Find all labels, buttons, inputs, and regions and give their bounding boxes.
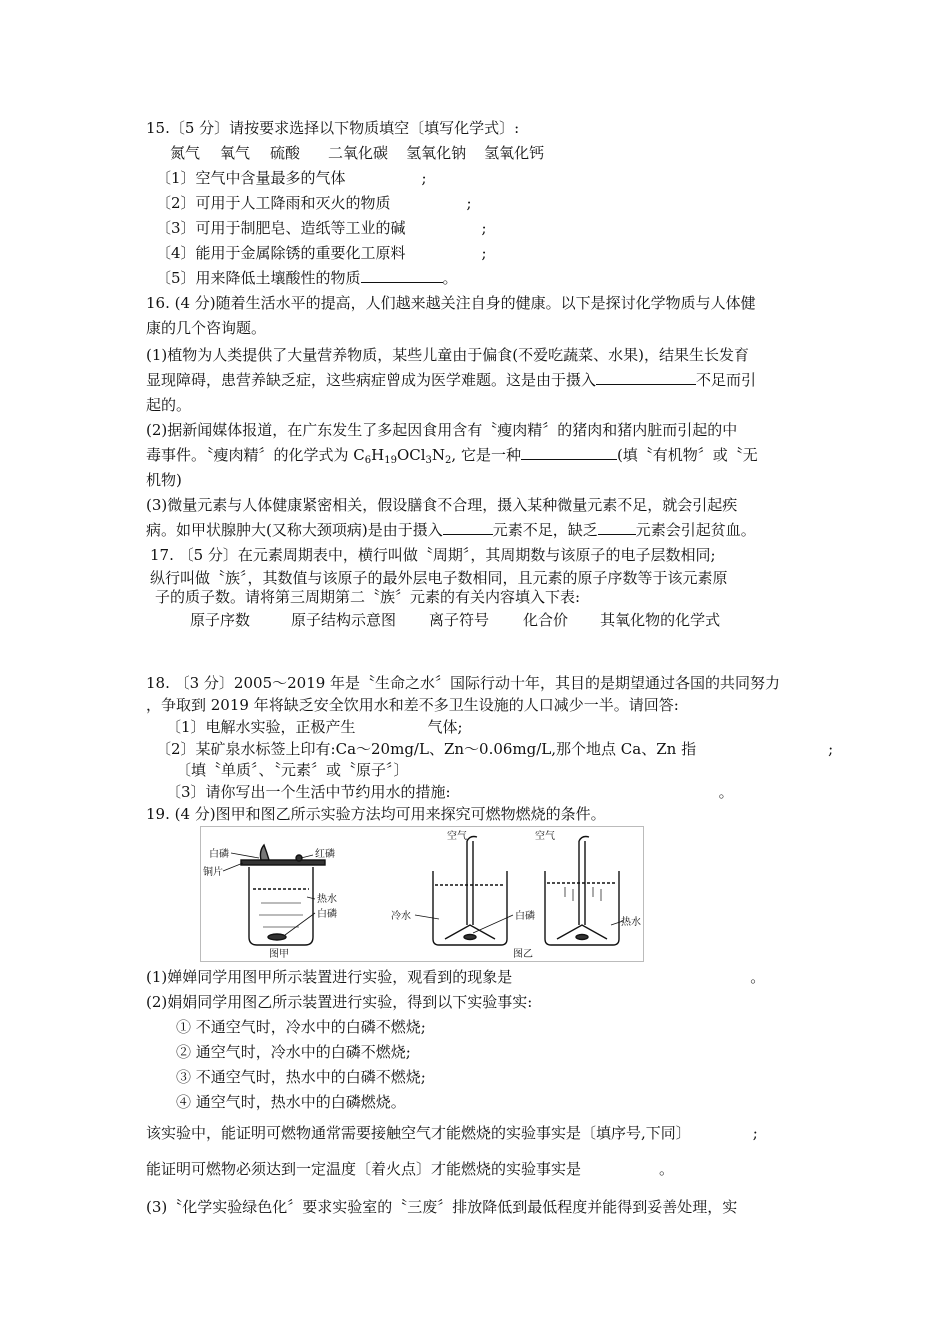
beaker-a xyxy=(249,867,313,945)
q15-item-2: 〔2〕可用于人工降雨和灭火的物质 ; xyxy=(156,194,472,212)
copper-sheet xyxy=(241,860,325,865)
answer-blank[interactable] xyxy=(598,520,636,535)
white-phosphorus-water xyxy=(268,934,286,940)
q15-title: 15.〔5 分〕请按要求选择以下物质填空〔填写化学式〕: xyxy=(146,119,520,137)
q18-sub2-hint: 〔填〝单质〞、〝元素〞或〝原子〞〕 xyxy=(176,761,409,779)
fig-a-label: 白磷 xyxy=(209,849,229,860)
q16-p3-line2: 病。如甲状腺肿大(又称大颈项病)是由于摄入 元素不足，缺乏 元素会引起贫血。 xyxy=(146,521,756,539)
answer-blank[interactable] xyxy=(521,445,617,460)
figure-svg xyxy=(201,827,643,961)
q19-p2: (2)娟娟同学用图乙所示装置进行实验，得到以下实验事实: xyxy=(146,993,533,1011)
q15-option: 氧气 xyxy=(220,144,251,162)
fig-a-label: 热水 xyxy=(317,894,337,905)
fig-a-label: 铜片 xyxy=(203,867,223,878)
q19-line1: 19. (4 分)图甲和图乙所示实验方法均可用来探究可燃物燃烧的条件。 xyxy=(146,805,606,823)
q19-fact-1: ① 不通空气时，冷水中的白磷不燃烧; xyxy=(176,1018,426,1036)
q18-line1: 18. 〔3 分〕2005～2019 年是〝生命之水〞国际行动十年，其目的是期望通过各国的共同努力 xyxy=(146,674,781,692)
q17-table-header xyxy=(190,610,720,630)
q18-sub2: 〔2〕某矿泉水标签上印有:Ca～20mg/L、Zn～0.06mg/L,那个地点 Ca、Zn 指 ; xyxy=(156,740,834,758)
q19-fact-4: ④ 通空气时，热水中的白磷燃烧。 xyxy=(176,1093,406,1111)
fig-b-label: 冷水 xyxy=(391,911,411,922)
q19-question-b: 能证明可燃物必须达到一定温度〔着火点〕才能燃烧的实验事实是 。 xyxy=(146,1160,675,1178)
q16-p2-line2: 毒事件。〝瘦肉精〞的化学式为 $C_6H_{19}OCl_3N_2$, 它是一种 (填〝有机物〞或〝无 xyxy=(146,446,758,466)
q16-intro-1: 16. (4 分)随着生活水平的提高，人们越来越关注自身的健康。以下是探讨化学物质与人体健 xyxy=(146,294,756,312)
q16-p1-line3: 起的。 xyxy=(146,396,192,414)
q18-sub3: 〔3〕请你写出一个生活中节约用水的措施: 。 xyxy=(166,783,734,801)
q16-p1-line2: 显现障碍，患营养缺乏症，这些病症曾成为医学难题。这是由于摄入 不足而引 xyxy=(146,371,757,389)
q17-header-cell: 其氧化物的化学式 xyxy=(600,611,721,629)
q19-question-a: 该实验中，能证明可燃物通常需要接触空气才能燃烧的实验事实是〔填序号,下同〕 ; xyxy=(146,1124,758,1142)
q17-line1: 17. 〔5 分〕在元素周期表中，横行叫做〝周期〞，其周期数与该原子的电子层数相同; xyxy=(150,546,716,564)
fig-b-label: 白磷 xyxy=(515,911,535,922)
answer-blank[interactable] xyxy=(596,370,696,385)
q15-option: 氮气 xyxy=(170,144,201,162)
q15-item-3: 〔3〕可用于制肥皂、造纸等工业的碱 ; xyxy=(156,219,487,237)
fig-b-label: 热水 xyxy=(621,917,641,928)
q16-intro-2: 康的几个咨询题。 xyxy=(146,319,267,337)
q19-fact-2: ② 通空气时，冷水中的白磷不燃烧; xyxy=(176,1043,411,1061)
q17-line3: 子的质子数。请将第三周期第二〝族〞元素的有关内容填入下表: xyxy=(155,588,581,606)
fig-a-label: 红磷 xyxy=(315,849,335,860)
q15-option: 二氧化碳 xyxy=(328,144,389,162)
q15-item-5: 〔5〕用来降低土壤酸性的物质 。 xyxy=(156,269,458,287)
q15-item-4: 〔4〕能用于金属除锈的重要化工原料 ; xyxy=(156,244,487,262)
q17-line2: 纵行叫做〝族〞，其数值与该原子的最外层电子数相同，且元素的原子序数等于该元素原 xyxy=(150,569,728,587)
q19-p3: (3)〝化学实验绿色化〞要求实验室的〝三废〞排放降低到最低程度并能得到妥善处理，实 xyxy=(146,1198,738,1216)
q17-header-cell: 原子结构示意图 xyxy=(291,611,397,629)
answer-blank[interactable] xyxy=(361,268,443,283)
fig-b-air-label: 空气 xyxy=(535,831,555,842)
q15-option: 氢氧化钙 xyxy=(484,144,545,162)
q17-header-cell: 化合价 xyxy=(523,611,569,629)
q15-option: 氢氧化钠 xyxy=(406,144,467,162)
q18-sub1: 〔1〕电解水实验，正极产生 气体; xyxy=(166,718,463,736)
q19-fact-3: ③ 不通空气时，热水中的白磷不燃烧; xyxy=(176,1068,426,1086)
q19-p1: (1)婵婵同学用图甲所示装置进行实验，观看到的现象是 。 xyxy=(146,968,766,986)
answer-blank[interactable] xyxy=(443,520,493,535)
combustion-experiment-figure xyxy=(200,826,644,962)
fig-b-caption: 图乙 xyxy=(513,949,533,960)
q15-options xyxy=(170,143,544,163)
q15-option: 硫酸 xyxy=(270,144,301,162)
fig-a-caption: 图甲 xyxy=(269,949,289,960)
q16-p3-line1: (3)微量元素与人体健康紧密相关，假设膳食不合理，摄入某种微量元素不足，就会引起疾 xyxy=(146,496,738,514)
q15-item-1: 〔1〕空气中含量最多的气体 ; xyxy=(156,169,427,187)
q17-header-cell: 离子符号 xyxy=(429,611,490,629)
q16-p2-line3: 机物) xyxy=(146,471,182,489)
q16-p2-line1: (2)据新闻媒体报道，在广东发生了多起因食用含有〝瘦肉精〞的猪肉和猪内脏而引起的中 xyxy=(146,421,738,439)
q17-header-cell: 原子序数 xyxy=(190,611,251,629)
q16-p1-line1: (1)植物为人类提供了大量营养物质，某些儿童由于偏食(不爱吃蔬菜、水果)，结果生长发育 xyxy=(146,346,749,364)
fig-b-air-label: 空气 xyxy=(447,831,467,842)
fig-a-label: 白磷 xyxy=(317,909,337,920)
q18-line2: ，争取到 2019 年将缺乏安全饮用水和差不多卫生设施的人口减少一半。请回答: xyxy=(146,696,679,714)
flame-icon xyxy=(260,845,269,860)
